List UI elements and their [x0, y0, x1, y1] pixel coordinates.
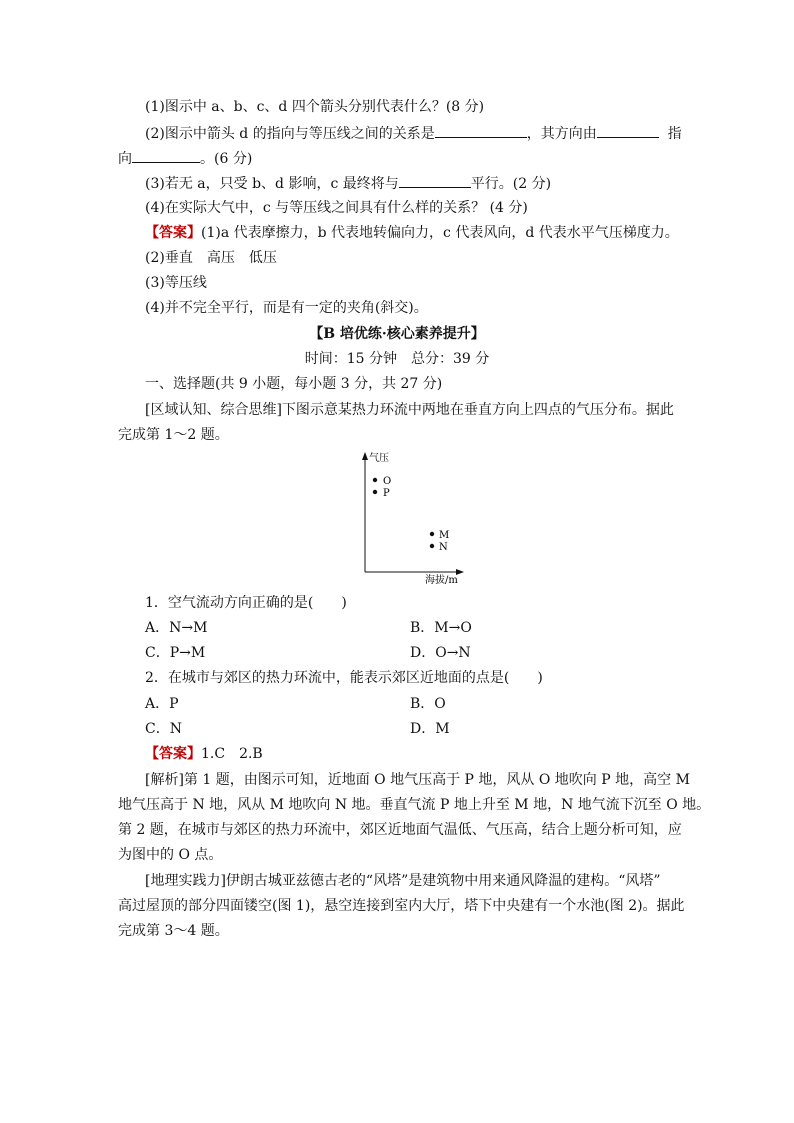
option-b: B．O — [410, 696, 446, 712]
point-m-label: M — [439, 530, 450, 541]
pressure-figure — [340, 446, 470, 592]
intro-text: 高过屋顶的部分四面镂空(图 1)，悬空连接到室内大厅，塔下中央建有一个水池(图 2)。据此 — [118, 898, 685, 914]
section-title: 【B 培优练·核心素养提升】 — [309, 326, 485, 342]
text: (3)若无 a，只受 b、d 影响，c 最终将与 — [145, 176, 399, 192]
option-d: D．M — [410, 721, 450, 737]
option-b: B．M→O — [410, 620, 472, 636]
answer-text: (4)并不完全平行，而是有一定的夹角(斜交)。 — [145, 300, 428, 316]
point-p — [373, 490, 377, 494]
intro-text: [地理实践力]伊朗古城亚兹德古老的“风塔”是建筑物中用来通风降温的建构。“风塔” — [145, 873, 661, 889]
answer-text: (2)垂直 高压 低压 — [145, 250, 277, 266]
answer-blank — [597, 123, 659, 138]
answer-label: 【答案】 — [145, 746, 201, 762]
analysis-text: [解析]第 1 题，由图示可知，近地面 O 地气压高于 P 地，风从 O 地吹向 P 地，高空 M — [145, 772, 690, 788]
question-text: (4)在实际大气中，c 与等压线之间具有什么样的关系？ (4 分) — [145, 200, 528, 216]
answer-line — [145, 744, 263, 764]
intro-text: [区域认知、综合思维]下图示意某热力环流中两地在垂直方向上四点的气压分布。据此 — [145, 402, 674, 418]
option-c: C．P→M — [145, 645, 206, 661]
question-text: (1)图示中 a、b、c、d 四个箭头分别代表什么？(8 分) — [145, 99, 485, 115]
text: ，其方向由 — [526, 126, 597, 142]
answer-blank — [435, 123, 527, 138]
answer-text: (1)a 代表摩擦力，b 代表地转偏向力，c 代表风向，d 代表水平气压梯度力。 — [201, 225, 679, 241]
y-axis-arrow-icon — [362, 452, 368, 460]
analysis-text: 地气压高于 N 地，风从 M 地吹向 N 地。垂直气流 P 地上升至 M 地，N 地气流下沉至 O 地。 — [118, 797, 711, 813]
question-text — [145, 173, 551, 194]
option-d: D．O→N — [410, 645, 471, 661]
point-o-label: O — [383, 476, 392, 487]
answer-blank — [132, 148, 200, 163]
point-n — [430, 544, 434, 548]
point-n-label: N — [439, 542, 448, 553]
answer-label: 【答案】 — [145, 225, 201, 241]
answer-line — [145, 223, 679, 243]
y-axis-label: 气压 — [369, 453, 389, 464]
text: 指 — [667, 126, 682, 142]
answer-text: (3)等压线 — [145, 275, 207, 291]
answer-blank — [399, 173, 471, 188]
question-text — [145, 123, 682, 144]
point-p-label: P — [383, 488, 390, 499]
question-stem: 2．在城市与郊区的热力环流中，能表示郊区近地面的点是( ) — [145, 670, 543, 686]
text: 向 — [118, 151, 132, 167]
analysis-text: 第 2 题，在城市与郊区的热力环流中，郊区近地面气温低、气压高，结合上题分析可知，应 — [118, 822, 682, 838]
question-stem: 1．空气流动方向正确的是( ) — [145, 595, 347, 611]
text: (2)图示中箭头 d 的指向与等压线之间的关系是 — [145, 126, 435, 142]
analysis-text: 为图中的 O 点。 — [118, 847, 223, 863]
answer-text: 1.C 2.B — [201, 746, 263, 762]
time-info: 时间：15 分钟 总分：39 分 — [304, 351, 490, 367]
point-m — [430, 532, 434, 536]
option-a: A．N→M — [145, 620, 208, 636]
intro-text: 完成第 3～4 题。 — [118, 923, 229, 939]
question-text — [118, 148, 252, 169]
text: 平行。(2 分) — [470, 176, 552, 192]
part-title: 一、选择题(共 9 小题，每小题 3 分，共 27 分) — [145, 376, 443, 392]
option-a: A．P — [145, 696, 179, 712]
point-o — [373, 478, 377, 482]
option-c: C．N — [145, 721, 182, 737]
x-axis-label: 海拔/m — [425, 575, 458, 586]
text: 。(6 分) — [200, 151, 253, 167]
intro-text: 完成第 1～2 题。 — [118, 427, 229, 443]
